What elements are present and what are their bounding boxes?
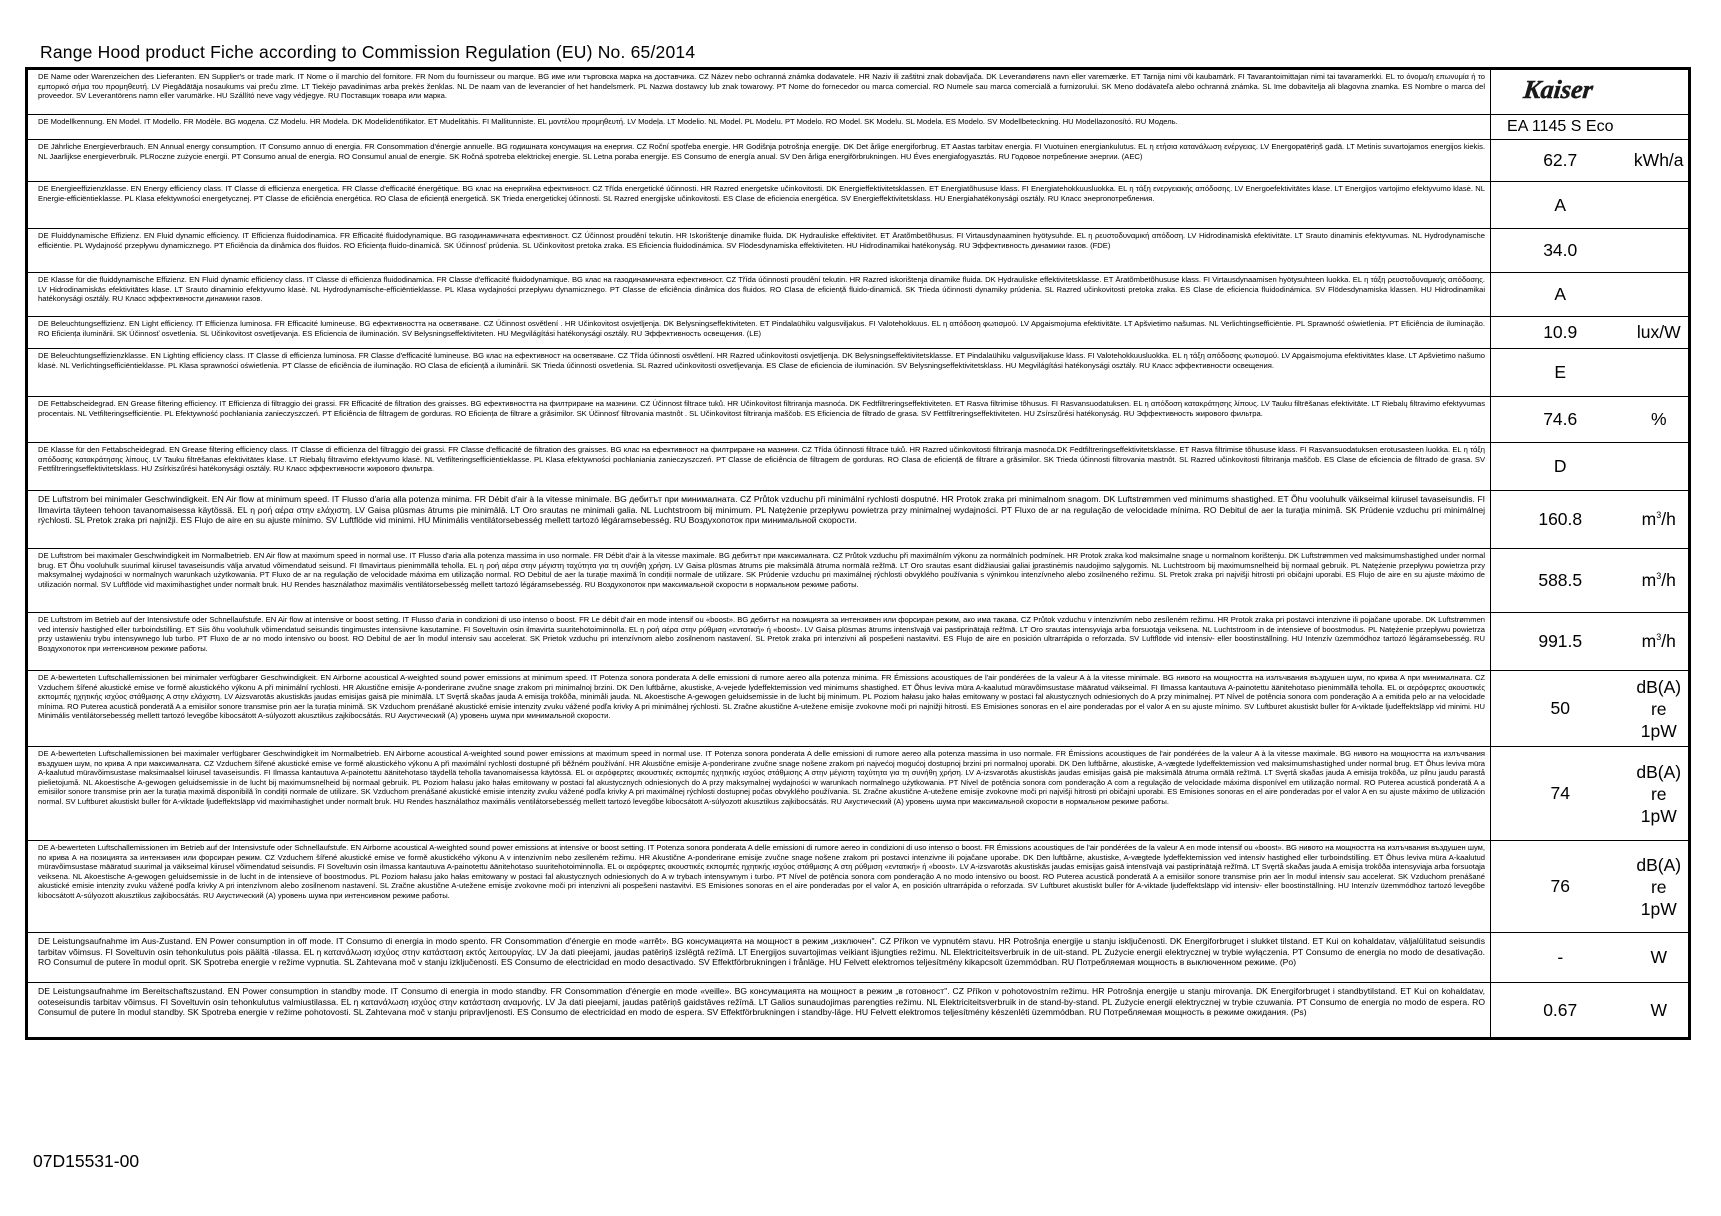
- fiche-row: [27, 140, 1690, 182]
- fiche-row: [27, 397, 1690, 443]
- brand-cell: [1491, 69, 1630, 115]
- parameter-unit: kWh/a: [1629, 140, 1689, 182]
- parameter-description: DE A-bewerteten Luftschallemissionen bei maximaler verfügbarer Geschwindigkeit im Normalbetrieb. EN Airborne acoustical A-weighted sound power emissions at maximum speed in normal use. IT Potenza sonora ponderata A delle emissioni di rumore aereo alla potenza massima in uso normale. FR Émissions acoustiques de l'air pondérées de la valeur A à la vitesse maximale. BG нивото на мощността на излъчвания въздушен шум, по крива А при максималната. CZ Vzduchem šířené akustické emise ve formě akustického výkonu A při maximální rychlosti dostupné při běžném používání. HR Akustične emisije A-ponderirane zvučne snage nošene zrakom pri najvećoj mogućoj dostupnoj brzini pri normalnoj uporabi. DK Den luftbårne, akustiske, A-vægtede lydeffektemission ved maksimumshastighed under normal brug. ET Õhus leviva müra A-kaalutud müravõimsustase maksimaalsel kiirusel tavaseisundis. FI Ilmassa kantautuva A-painotettu äänitehotaso täydellä teholla tavanomaisessa käytössä. EL οι αερόφερτες ακουστικές εκπομπές ηχητικής ισχύος στάθμισης Α στην μέγιστη ταχύτητα για τη συνήθη χρήση. LV A-izsvarotās akustiskās jaudas emisijas gaisā pie maksimālā ātruma ormālā režīmā. LT Svęrtå skaðas jauda A emisija trokôða, uz pilnu jaudu parastå pielietojumå. NL Akoestische A-gewogen geluidsemissie in de lucht bij maximumsnelheid bij normaal gebruik. PL Poziom hałasu jako hałas emitowany w postaci fal akustycznych odniesionych do A przy maksymalnej wydajności w warunkach normalnego użytkowania. PT Nível de potência sonora com ponderação A com a regulação de velocidade máxima disponível em utilização normal. RO Puterea acustică ponderată A a emisiilor sonore transmise prin aer la turația maximă disponibilă în condiții normale de utilizare. SK Vzduchom prenášané akustické emisie intenzity zvuku vážené podľa krivky A pri maximálnej rýchlosti dostupnej počas obvyklého používania. SL Zračne akustične A-utežene emisije zvokovne moči pri najvišji hitrosti pri običajni uporabi. ES Emisiones sonoras en el aire ponderadas por el valor A en su ajuste máximo de utilización normal. SV Luftburet akustiskt buller för A-viktade ljudeffektsläpp vid maximihastighet under normalt bruk. HU Rendes használathoz maximális ventilátorsebesség mellett tartozó levegőbe kibocsátott A-súlyozott akusztikus zajkibocsátás. RU Акустический (A) уровень шума при максимальной скорости в нормальном режиме работы.: [27, 747, 1491, 841]
- page-title: Range Hood product Fiche according to Commission Regulation (EU) No. 65/2014: [40, 42, 696, 62]
- parameter-description: DE Fettabscheidegrad. EN Grease filtering efficiency. IT Efficienza di filtraggio dei grassi. FR Efficacité de filtration des graisses. BG ефективността на филтриране на мазнини. CZ Účinnost filtrace tuků. HR Učinkovitost filtriranja masnoća. DK Fedtfiltreringseffektiviteten. ET Rasva filtrimise tõhusus. FI Rasvansuodatuksen. EL η απόδοση κατακράτησης λίπους. LV Tauku filtrēšanas efektivitāte. LT Riebalų filtravimo efektyvumas procentais. NL Vetfilteringsefficiëntie. PL Efektywność pochłaniania zanieczyszczeń. PT Eficiência de filtragem de gorduras. RO Eficiența de filtrare a grăsimilor. SK Účinnosť filtrovania mastnôt . SL Učinkovitost filtriranja maščob. ES Eficiencia de filtrado de grasa. SV Fettfiltreringseffektiviteten. HU Zsírszűrési hatékonyság. RU Эффективность жирового фильтра.: [27, 397, 1491, 443]
- parameter-description: DE Energieeffizienzklasse. EN Energy efficiency class. IT Classe di efficienza energetica. FR Classe d'efficacité énergétique. BG клас на енергийна ефективност. CZ Třída energetické účinnosti. HR Razred energetske učinkovitosti. DK Energieffektivitetsklassen. ET Energiatõhususe klass. FI Energiatehokkuusluokka. EL η τάξη ενεργειακής απόδοσης. LV Energoefektivitātes klase. LT Energijos vartojimo efektyvumo klasė. NL Energie-efficiëntieklasse. PL Klasa efektywności energetycznej. PT Classe de eficiência energética. RO Clasa de eficiență energetică. SK Trieda energetickej účinnosti. SL Razred energijske učinkovitosti. ES Clase de eficiencia energética. SV Energieffektivitetsklass. HU Energiahatékonysági osztály. RU Класс энергопотребления.: [27, 182, 1491, 229]
- parameter-description: DE Fluiddynamische Effizienz. EN Fluid dynamic efficiency. IT Efficienza fluidodinamica. FR Efficacité fluidodynamique. BG газодинамичната ефективност. CZ Účinnost proudění tekutin. HR Iskorištenje dinamike fluida. DK Hydrauliske effektivitet. ET Äratõmbetõhusus. FI Virtausdynaaminen hyötysuhde. EL η ρευστοδυναμική απόδοση. LV Hidrodinamiskā efektivitāte. LT Srauto dinaminis efektyvumas. NL Hydrodynamische efficiëntie. PL Wydajność przepływu dynamicznego. PT Eficiência da dinâmica dos fluidos. RO Eficiența fluido-dinamică. SK Účinnosť prúdenia. SL Učinkovitost pretoka zraka. ES Eficiencia fluidodinámica. SV Flödesdynamiska effektiviteten. HU Hidrodinamikai hatékonyság. RU Эффективность динамики газов. (FDE): [27, 229, 1491, 273]
- fiche-row: [27, 443, 1690, 491]
- parameter-description: DE Beleuchtungseffizienzklasse. EN Lighting efficiency class. IT Classe di efficienza luminosa. FR Classe d'efficacité lumineuse. BG клас на ефективност на осветяване. CZ Třída účinnosti osvětlení. HR Razred učinkovitosti osvjetljenja. DK Belysningseffektivitetsklasse. ET Pindalaühiku valgusviljakuse klass. FI Valotehokkuusluokka. EL η τάξη απόδοσης φωτισμού. LV Apgaismojuma efektivitātes klase. LT Apšvietimo našumo klasė. NL Verlichtingsefficiëntieklasse. PL Klasa sprawności oświetlenia. PT Classe de eficiência de iluminação. RO Clasa de eficiență a iluminării. SK Trieda účinnosti osvetlenia. SL Razred učinkovitosti osvetljevanja. ES Clase de eficiencia de iluminación. SV Belysningseffektivitetsklass. HU Megvilágítási hatékonysági osztály. RU Класс эффективности освещения.: [27, 349, 1491, 397]
- unit-cell: [1629, 69, 1689, 115]
- parameter-unit: lux/W: [1629, 317, 1689, 349]
- parameter-value: 34.0: [1491, 229, 1630, 273]
- parameter-unit: [1629, 349, 1689, 397]
- parameter-value: EA 1145 S Eco: [1491, 115, 1630, 140]
- parameter-unit: dB(A) re 1pW: [1629, 841, 1689, 933]
- parameter-description: DE Klasse für den Fettabscheidegrad. EN Grease filtering efficiency class. IT Classe di efficienza del filtraggio dei grassi. FR Classe d'efficacité de filtration des graisses. BG клас на ефективност на филтриране на мазнини. CZ Třída účinnosti filtrace tuků. HR Razred učinkovitosti filtriranja masnoća.DK Fedtfiltreringseffektivitetsklasse. ET Rasva filtrimise tõhususe klass. FI Rasvansuodatuksen erotusasteen luokka. EL η τάξη απόδοσης κατακράτησης λίπους. LV Tauku filtrēšanas efektivitātes klase. LT Riebalų filtravimo efektyvumo klasė. NL Vetfilteringsefficiëntieklasse. PL Klasa efektywności pochłaniania zanieczyszczeń. PT Classe de eficiência de filtragem de gorduras. RO Clasa de eficiență de filtrare a grăsimilor. SK Trieda účinnosti filtrovania mastnôt. SL Razred učinkovitosti filtriranja maščob. ES Clase de eficiencia de filtrado de grasa. SV Fettfiltreringseffektivitetsklass. HU Zsírkiszűrési hatékonysági osztály. RU Класс эффективности жирового фильтра.: [27, 443, 1491, 491]
- fiche-row: [27, 549, 1690, 613]
- parameter-description: DE Beleuchtungseffizienz. EN Light efficiency. IT Efficienza luminosa. FR Efficacité lumineuse. BG ефективността на осветяване. CZ Účinnost osvětlení . HR Učinkovitost osvjetljenja. DK Belysningseffektiviteten. ET Pindalaühiku valgusviljakus. FI Valotehokkuus. EL η απόδοση φωτισμού. LV Apgaismojuma efektivitāte. LT Apšvietimo našumas. NL Verlichtingsefficiëntie. PL Sprawność oświetlenia. PT Eficiência de iluminação. RO Eficiența iluminării. SK Účinnosť osvetlenia. SL Učinkovitost osvetljevanja. ES Eficiencia de iluminación. SV Belysningseffektiviteten. HU Megvilágítási hatékonysági osztály. RU Эффективность освещения. (LE): [27, 317, 1491, 349]
- parameter-value: D: [1491, 443, 1630, 491]
- parameter-value: 74.6: [1491, 397, 1630, 443]
- parameter-description: DE A-bewerteten Luftschallemissionen bei minimaler verfügbarer Geschwindigkeit. EN Airborne acoustical A-weighted sound power emissions at minimum speed. IT Potenza sonora ponderata A delle emissioni di rumore aereo alla potenza minima. FR Émissions acoustiques de l'air pondérées de la valeur A à la vitesse minimale. BG нивото на мощността на излъчвания въздушен шум, по крива А при минималната. CZ Vzduchem šířené akustické emise ve formě akustického výkonu A při minimální rychlosti. HR Akustične emisije A-ponderirane zvučne snage zrakom pri minimalnoj brzini. DK Den luftbårne, akustiske, A-vejede lydeffektemission ved minimums shastighed. ET Õhus leviva müra A-kaalutud müravõimsustase määratud väikseimal. FI Ilmassa kantautuva A-painotettu äänitehotaso pienimmällä teholla. EL οι αερόφερτες ακουστικές εκπομπές ηχητικής ισχύος στάθμισης Α στην ελάχιστη. LV Aizsvarotās akustiskās jaudas emisijas gaisā pie minimālā. LT Svęrtå skaðas jauda A emisija trokôða, minimåli jauda. NL Akoestische A-gewogen geluidsemissie in de lucht bij minimum. PL Poziom hałasu jako hałas emitowany w postaci fal akustycznych odniesionych do A przy minimalnej. PT Nível de potência sonora com ponderação A a emitida pelo ar na velocidade mínima. RO Puterea acustică ponderată A a emisiilor sonore transmise prin aer la turația minimă. SK Vzduchom prenášané akustické emisie intenzity zvuku vážené podľa krivky A pri minimálnej rýchlosti. SL Zračne akustične A-utežene emisije zvokovne moči pri najnižji hitrosti. ES Emisiones sonoras en el aire ponderadas por el valor A en su ajuste mínimo. SV Luftburet akustiskt buller för A-viktade ljudeffektsläpp vid minimi. HU Minimális ventilátorsebesség mellett tartozó levegőbe kibocsátott A-súlyozott akusztikus zajkibocsátás. RU Акустический (A) уровень шума при минимальной скорости.: [27, 671, 1491, 747]
- parameter-description: DE Luftstrom im Betrieb auf der Intensivstufe oder Schnellaufstufe. EN Air flow at intensive or boost setting. IT Flusso d'aria in condizioni di uso intenso o boost. FR Le débit d'air en mode intensif ou «boost». BG дебитът на позицията за интензивен или форсиран режим, ако има такава. CZ Průtok vzduchu v intenzivním nebo zesíleném režimu. HR Protok zraka pri postavci intenzivne ili pojačane uporabe. DK Luftstrømmen ved intensiv hastighed eller turboindstilling. ET Siis õhu vooluhulk võimendatud seisundis tingimustes intensiivne kasutamine. FI Soveltuvin osin ilmavirta suuritehotoiminnolla. EL η ροή αέρα στην ρύθμιση «εντατική» ή «boost». LV Gaisa plūsmas ātrums intensīvajā vai pastiprinātajā režīmā. LT Oro srautas intensyviąja arba forsuotąja veiksena. NL Luchtstroom in de intensieve of boostmodus. PL Natężenie przepływu powietrza przy ustawieniu trybu intensywnego lub turbo. PT Fluxo de ar no modo intensivo ou boost. RO Debitul de aer în modul intensiv sau accelerat. SK Prietok vzduchu pri intenzívnom alebo zosilnenom nastavení. SL Pretok zraka pri intenzivni ali pospešeni nastavitvi. ES Flujo de aire en posición ultrarrápida o reforzada. SV Luftflöde vid intensiv- eller boostinställning. HU Intenzív üzemmódhoz tartozó légáramsebesség. RU Воздухопоток при интенсивном режиме работы.: [27, 613, 1491, 671]
- fiche-row: [27, 317, 1690, 349]
- parameter-value: 0.67: [1491, 983, 1630, 1039]
- parameter-value: 76: [1491, 841, 1630, 933]
- parameter-unit: [1629, 182, 1689, 229]
- fiche-row: [27, 182, 1690, 229]
- parameter-description: DE Modellkennung. EN Model. IT Modello. FR Modèle. BG модела. CZ Modelu. HR Modela. DK Modelidentifikator. ET Mudelitähis. FI Mallitunniste. EL μοντέλου προμηθευτή. LV Modeļa. LT Modelio. NL Model. PL Modelu. PT Modelo. RO Model. SK Modelu. SL Modela. ES Modelo. SV Modellbeteckning. HU Modellazonosító. RU Модель.: [27, 115, 1491, 140]
- brand-logo-text: Kaiser: [1522, 74, 1595, 104]
- fiche-row: [27, 671, 1690, 747]
- parameter-value: 10.9: [1491, 317, 1630, 349]
- fiche-row: [27, 349, 1690, 397]
- parameter-description: DE A-bewerteten Luftschallemissionen im Betrieb auf der Intensivstufe oder Schnellaufstufe. EN Airborne acoustical A-weighted sound power emissions at intensive or boost setting. IT Potenza sonora ponderata A delle emissioni di rumore aereo in condizioni di uso intenso o boost. FR Émissions acoustiques de l'air pondérées de la valeur A en mode intensif ou «boost». BG нивото на мощността на излъчвания въздушен шум, по крива А на позицията за интензивен или форсиран режим. CZ Vzduchem šířené akustické emise ve formě akustického výkonu A v intenzivním nebo zesíleném režimu. HR Akustične A-ponderirane emisije zvučne snage nošene zrakom pri postavci intenzivne ili pojačane uporabe. DK Den luftbårne, akustiske, A-vægtede lydeffektemission ved intensiv hastighed eller turboindstilling. ET Õhus leviva müra A-kaalutud müravõimsustase määratud suurimal ja väikseimal kiirusel võimendatud seisundis. FI Soveltuvin osin ilmassa kantautuva A-painotettu äänitehotaso suuritehotoiminnolla. EL οι αερόφερτες ακουστικές εκπομπές ηχητικής ισχύος στάθμισης Α στη ρύθμιση «εντατική» ή «boost». LV A-izsvarotās akustiskās jaudas emisijas gaisā intensīvajā vai pastiprinātajā režīmā. LT Svęrtå skaðas jauda A emisija trokôða intensyviąja arba forsuotąja veiksena. NL Akoestische A-gewogen geluidsemissie in de lucht in de intensieve of boostmodus. PL Poziom hałasu jako hałas emitowany w postaci fal akustycznych odniesionych do A w trybach intensywnym i turbo. PT Nível de potência sonora com ponderação A no modo intensivo ou boost. RO Puterea acustică ponderată A a emisiilor sonore transmise prin aer în modul intensiv sau accelerat. SK Vzduchom prenášané akustické emisie intenzity zvuku vážené podľa krivky A pri intenzívnom alebo zosilnenom nastavení. SL Zračne akustične A-utežene emisije zvokovne moči pri intenzivni ali pospešeni nastavitvi. ES Emisiones sonoras en el aire ponderadas por el valor A, en posición ultrarrápida o reforzada. SV Luftburet akustiskt buller för A-viktade ljudeffektsläpp vid intensiv- eller boostinställning. HU Intenzív üzemmódhoz tartozó levegőbe kibocsátott A-súlyozott akusztikus zajkibocsátás. RU Акустический (A) уровень шума при интенсивном режиме работы.: [27, 841, 1491, 933]
- fiche-row: [27, 229, 1690, 273]
- parameter-value: 588.5: [1491, 549, 1630, 613]
- parameter-unit: dB(A) re 1pW: [1629, 747, 1689, 841]
- parameter-description: DE Jährliche Energieverbrauch. EN Annual energy consumption. IT Consumo annuo di energia. FR Consommation d'énergie annuelle. BG годишната консумация на енергия. CZ Roční spotřeba energie. HR Godišnja potrošnja energije. DK Det årlige energiforbrug. ET Aastas tarbitav energia. FI Vuotuinen energiankulutus. EL η ετήσια κατανάλωση ενέργειας. LV Energopatēriņš gadā. LT Metinis suvartojamos energijos kiekis. NL Jaarlijkse energieverbruik. PLRoczne zużycie energii. PT Consumo anual de energia. RO Consumul anual de energie. SK Ročná spotreba elektrickej energie. SL Letna poraba energije. ES Consumo de energía anual. SV Den årliga energiförbrukningen. HU Éves energiafogyasztás. RU Годовое потребление энергии. (AEC): [27, 140, 1491, 182]
- fiche-row: [27, 933, 1690, 983]
- parameter-description: DE Leistungsaufnahme im Aus-Zustand. EN Power consumption in off mode. IT Consumo di energia in modo spento. FR Consommation d'énergie en mode «arrêt». BG консумацията на мощност в режим „изключен". CZ Příkon ve vypnutém stavu. HR Potrošnja energije u stanju isključenosti. DK Energiforbruget i slukket tilstand. ET Kui on kohaldatav, väljalülitatud seisundis tarbitav võimsus. FI Soveltuvin osin tehonkulutus pois päältä -tilassa. EL η κατανάλωση ισχύος στην κατάσταση εκτός λειτουργίας. LV Ja dati pieejami, jaudas patēriņš izslēgtā režīmā. LT Energijos suvartojimas veikiant išjungties režimu. NL Elektriciteitsverbruik in de uit-stand. PL Zużycie energii elektrycznej w trybie wyłączenia. PT Consumo de energia no modo de desativação. RO Consumul de putere în modul oprit. SK Spotreba energie v režime vypnutia. SL Zahtevana moč v stanju izključenosti. ES Consumo de electricidad en modo desactivado. SV Effektförbrukningen i frånläge. HU Felvett elektromos teljesítmény kikapcsolt üzemmódban. RU Потребляемая мощность в выключенном режиме. (Po): [27, 933, 1491, 983]
- parameter-unit: $m^3/h$: [1629, 613, 1689, 671]
- parameter-unit: dB(A) re 1pW: [1629, 671, 1689, 747]
- parameter-unit: W: [1629, 983, 1689, 1039]
- fiche-row: [27, 613, 1690, 671]
- fiche-row: [27, 983, 1690, 1039]
- parameter-unit: $m^3/h$: [1629, 549, 1689, 613]
- parameter-unit: [1629, 443, 1689, 491]
- fiche-row: [27, 747, 1690, 841]
- document-code: 07D15531-00: [33, 1151, 140, 1171]
- parameter-unit: W: [1629, 933, 1689, 983]
- fiche-row: [27, 115, 1690, 140]
- fiche-row: [27, 491, 1690, 549]
- parameter-value: 74: [1491, 747, 1630, 841]
- parameter-value: -: [1491, 933, 1630, 983]
- fiche-row: [27, 841, 1690, 933]
- parameter-unit: %: [1629, 397, 1689, 443]
- product-fiche-table: [25, 67, 1691, 1040]
- fiche-row: [27, 273, 1690, 317]
- parameter-description: DE Name oder Warenzeichen des Lieferanten. EN Supplier's or trade mark. IT Nome o il marchio del fornitore. FR Nom du fournisseur ou marque. BG име или търговска марка на доставчика. CZ Název nebo ochranná známka dodavatele. HR Naziv ili zaštitni znak dobavljača. DK Leverandørens navn eller varemærke. ET Tarnija nimi või kaubamärk. FI Tavarantoimittajan nimi tai tavaramerkki. EL το όνομα/η επωνυμία ή το εμπορικό σήμα του προμηθευτή. LV Piegādātāja nosaukums vai preču zīme. LT Tiekėjo pavadinimas arba prekės ženklas. NL De naam van de leverancier of het handelsmerk. PL Nazwa dostawcy lub znak towarowy. PT Nome do fornecedor ou marca comercial. RO Numele sau marca comercială a furnizorului. SK Meno dodávateľa alebo ochranná známka. SL Ime dobavitelja ali blagovna znamka. ES Nombre o marca del proveedor. SV Leverantörens namn eller varumärke. HU Szállító neve vagy védjegye. RU Поставщик товара или марка.: [27, 69, 1491, 115]
- parameter-value: E: [1491, 349, 1630, 397]
- parameter-value: 991.5: [1491, 613, 1630, 671]
- parameter-unit: [1629, 115, 1689, 140]
- parameter-description: DE Leistungsaufnahme im Bereitschaftszustand. EN Power consumption in standby mode. IT Consumo di energia in modo standby. FR Consommation d'énergie en mode «veille». BG консумацията на мощност в режим „в готовност". CZ Příkon v pohotovostním režimu. HR Potrošnja energije u stanju mirovanja. DK Energiforbruget i standbytilstand. ET Kui on kohaldatav, ooteseisundis tarbitav võimsus. FI Soveltuvin osin tehonkulutus valmiustilassa. EL η κατανάλωση ισχύος στην κατάσταση αναμονής. LV Ja dati pieejami, jaudas patēriņš gaidstāves režīmā. LT Galios sunaudojimas parengties režimu. NL Elektriciteitsverbruik in de stand-by-stand. PL Zużycie energii elektrycznej w trybie czuwania. PT Consumo de energia no modo de espera. RO Consumul de putere în modul standby. SK Spotreba energie v režime pohotovosti. SL Zahtevana moč v stanju pripravljenosti. ES Consumo de electricidad en modo de espera. SV Effektförbrukningen i standby-läge. HU Felvett elektromos teljesítmény készenléti üzemmódban. RU Потребляемая мощность в режиме ожидания. (Ps): [27, 983, 1491, 1039]
- parameter-unit: [1629, 273, 1689, 317]
- parameter-value: 50: [1491, 671, 1630, 747]
- parameter-value: A: [1491, 182, 1630, 229]
- kaiser-logo: [1501, 73, 1619, 107]
- parameter-value: A: [1491, 273, 1630, 317]
- parameter-description: DE Luftstrom bei maximaler Geschwindigkeit im Normalbetrieb. EN Air flow at maximum speed in normal use. IT Flusso d'aria alla potenza massima in uso normale. FR Débit d'air à la vitesse maximale. BG дебитът при максималната. CZ Průtok vzduchu při maximálním výkonu za normálních podmínek. HR Protok zraka kod maksimalne snage u normalnom korištenju. DK Luftstrømmen ved maksimumshastighed under normal brug. ET Õhu vooluhulk suurimal kiirusel tavaseisundis välja arvatud võimendatud seisund. FI Ilmavirtaus pienimmällä teholla. EL η ροή αέρα στην μέγιστη ταχύτητα για τη συνήθη χρήση. LV Gaisa plūsmas ātrums pie maksimālā ātruma normālā režīmā. LT Oro srautas esant didžiausiai galiai įprastinėmis naudojimo sąlygomis. NL Luchtstroom bij maximumsnelheid bij normaal gebruik. PL Natężenie przepływu powietrza przy maksymalnej wydajności w normalnych warunkach użytkowania. PT Fluxo de ar na regulação de velocidade máxima em utilização normal. RO Debitul de aer la turație maximă în condiții normale de utilizare. SK Prúdenie vzduchu pri maximálnej rýchlosti obvyklého používania s výnimkou intenzívneho alebo zosilneného režimu. SL Pretok zraka pri najvišji hitrosti pri običajni uporabi. ES Flujo de aire en su ajuste máximo de utilización normal. SV Luftflöde vid maximihastighet under normalt bruk. HU Rendes használathoz maximális ventilátorsebesség mellett tartozó légáramsebesség. RU Воздухопоток при максимальной скорости в нормальном режиме работы.: [27, 549, 1491, 613]
- fiche-row: [27, 69, 1690, 115]
- parameter-value: 62.7: [1491, 140, 1630, 182]
- parameter-value: 160.8: [1491, 491, 1630, 549]
- parameter-description: DE Klasse für die fluiddynamische Effizienz. EN Fluid dynamic efficiency class. IT Classe di efficienza fluidodinamica. FR Classe d'efficacité fluidodynamique. BG клас на газодинамичната ефективност. CZ Třída účinnosti proudění tekutin. HR Razred iskorištenja dinamike fluida. DK Hydrauliske effektivitetsklasse. ET Äratõmbetõhususe klass. FI Virtausdynaamisen hyötysuhteen luokka. EL η τάξη ρευστοδυναμικής απόδοσης. LV Hidrodinamiskās efektivitātes klase. LT Srauto dinaminio efektyvumo klasė. NL Hydrodynamische-efficiëntieklasse. PL Klasa wydajności przepływu dynamicznego. PT Classe de eficiência dinâmica dos fluidos. RO Clasa de eficiență fluido-dinamică. SK Trieda účinnosti dynamiky prúdenia. SL Razred učinkovitosti pretoka zraka. ES Clase de eficiencia fluidodinámica. SV Flödesdynamiska klassen. HU Hidrodinamikai hatékonysági osztály. RU Класс эффективности динамики газов.: [27, 273, 1491, 317]
- parameter-unit: $m^3/h$: [1629, 491, 1689, 549]
- parameter-unit: [1629, 229, 1689, 273]
- parameter-description: DE Luftstrom bei minimaler Geschwindigkeit. EN Air flow at minimum speed. IT Flusso d'aria alla potenza minima. FR Débit d'air à la vitesse minimale. BG дебитът при минималната. CZ Průtok vzduchu při minimální rychlosti dosputné. HR Protok zraka pri minimalnom snagom. DK Luftstrømmen ved minimums shastighed. ET Õhu vooluhulk väikseimal kiirusel tavaseisundis. FI Ilmavirta täyteen tehoon tavanomaisessa käytössä. EL η ροή αέρα στην ελάχιστη. LV Gaisa plūsmas ātrums pie minimālā. LT Oro srautas ne minimali galia. NL Luchtstroom bij minimum. PL Natężenie przepływu powietrza przy minimalnej wydajności. PT Fluxo de ar na regulação de velocidade mínima. RO Debitul de aer la turația minimă. SK Prúdenie vzduchu pri minimálnej rýchlosti. SL Pretok zraka pri najnižji. ES Flujo de aire en su ajuste mínimo. SV Luftflöde vid minimi. HU Minimális ventilátorsebesség mellett tartozó légáramsebesség. RU Воздухопоток при минимальной скорости.: [27, 491, 1491, 549]
